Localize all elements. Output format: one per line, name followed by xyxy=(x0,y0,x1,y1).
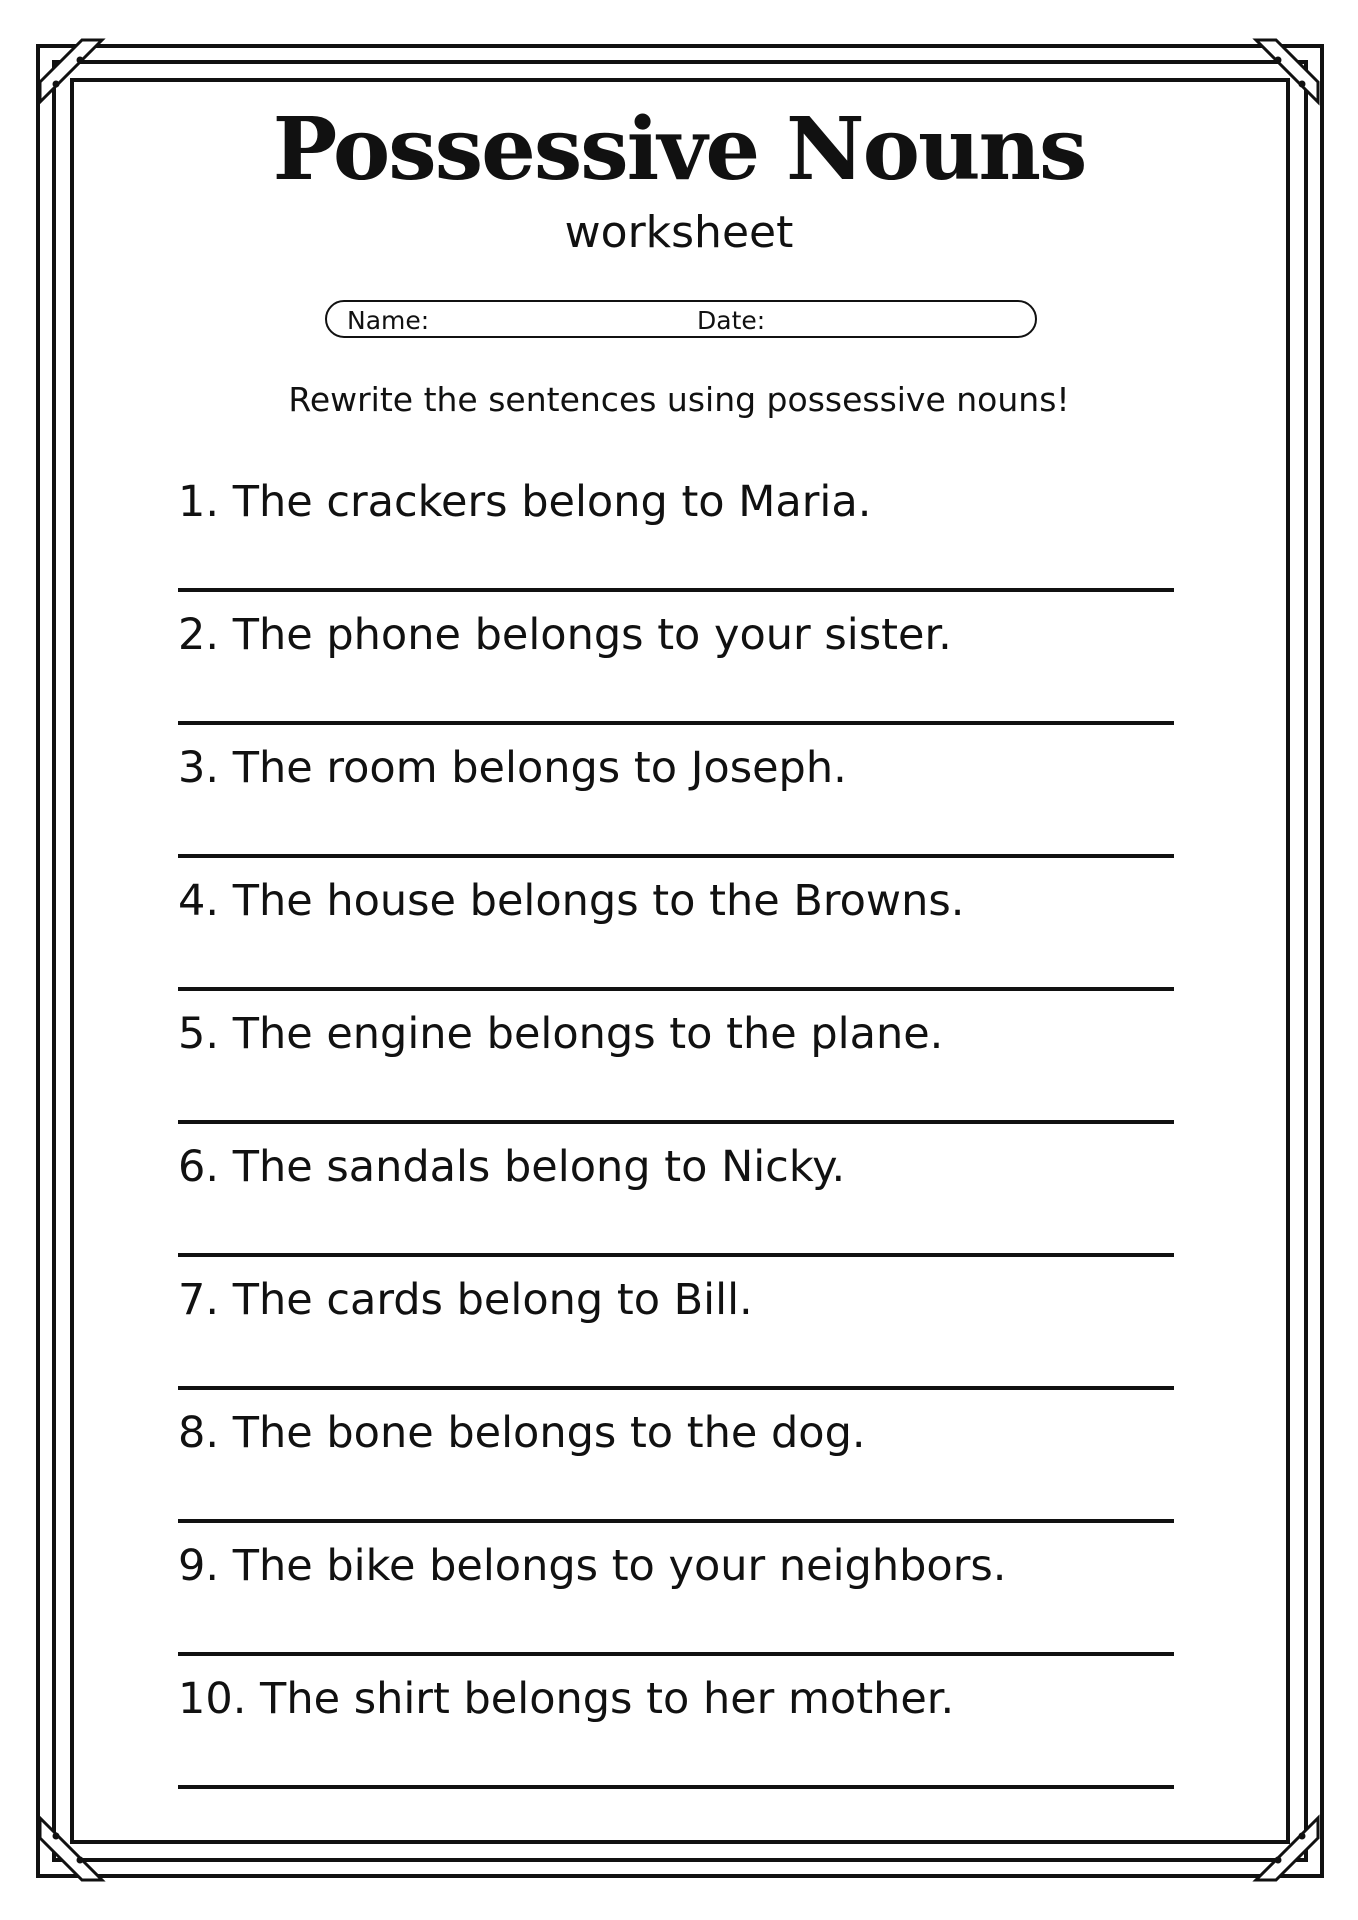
instructions: Rewrite the sentences using possessive nouns! xyxy=(288,380,1070,419)
answer-line-10[interactable] xyxy=(178,1785,1174,1789)
date-label: Date: xyxy=(697,306,766,335)
answer-line-3[interactable] xyxy=(178,854,1174,858)
question-8: 8. The bone belongs to the dog. xyxy=(178,1408,866,1458)
page-subtitle: worksheet xyxy=(564,207,794,258)
question-6: 6. The sandals belong to Nicky. xyxy=(178,1142,846,1192)
page-title: Possessive Nouns xyxy=(272,99,1086,200)
name-label: Name: xyxy=(347,306,430,335)
question-7: 7. The cards belong to Bill. xyxy=(178,1275,753,1325)
answer-line-2[interactable] xyxy=(178,721,1174,725)
answer-line-1[interactable] xyxy=(178,588,1174,592)
question-2: 2. The phone belongs to your sister. xyxy=(178,610,952,660)
question-1: 1. The crackers belong to Maria. xyxy=(178,477,872,527)
question-3: 3. The room belongs to Joseph. xyxy=(178,743,847,793)
answer-line-9[interactable] xyxy=(178,1652,1174,1656)
question-5: 5. The engine belongs to the plane. xyxy=(178,1009,944,1059)
answer-line-5[interactable] xyxy=(178,1120,1174,1124)
question-9: 9. The bike belongs to your neighbors. xyxy=(178,1541,1007,1591)
question-10: 10. The shirt belongs to her mother. xyxy=(178,1674,955,1724)
answer-line-6[interactable] xyxy=(178,1253,1174,1257)
name-date-field[interactable] xyxy=(325,300,1037,338)
answer-line-8[interactable] xyxy=(178,1519,1174,1523)
question-4: 4. The house belongs to the Browns. xyxy=(178,876,965,926)
answer-line-7[interactable] xyxy=(178,1386,1174,1390)
answer-line-4[interactable] xyxy=(178,987,1174,991)
